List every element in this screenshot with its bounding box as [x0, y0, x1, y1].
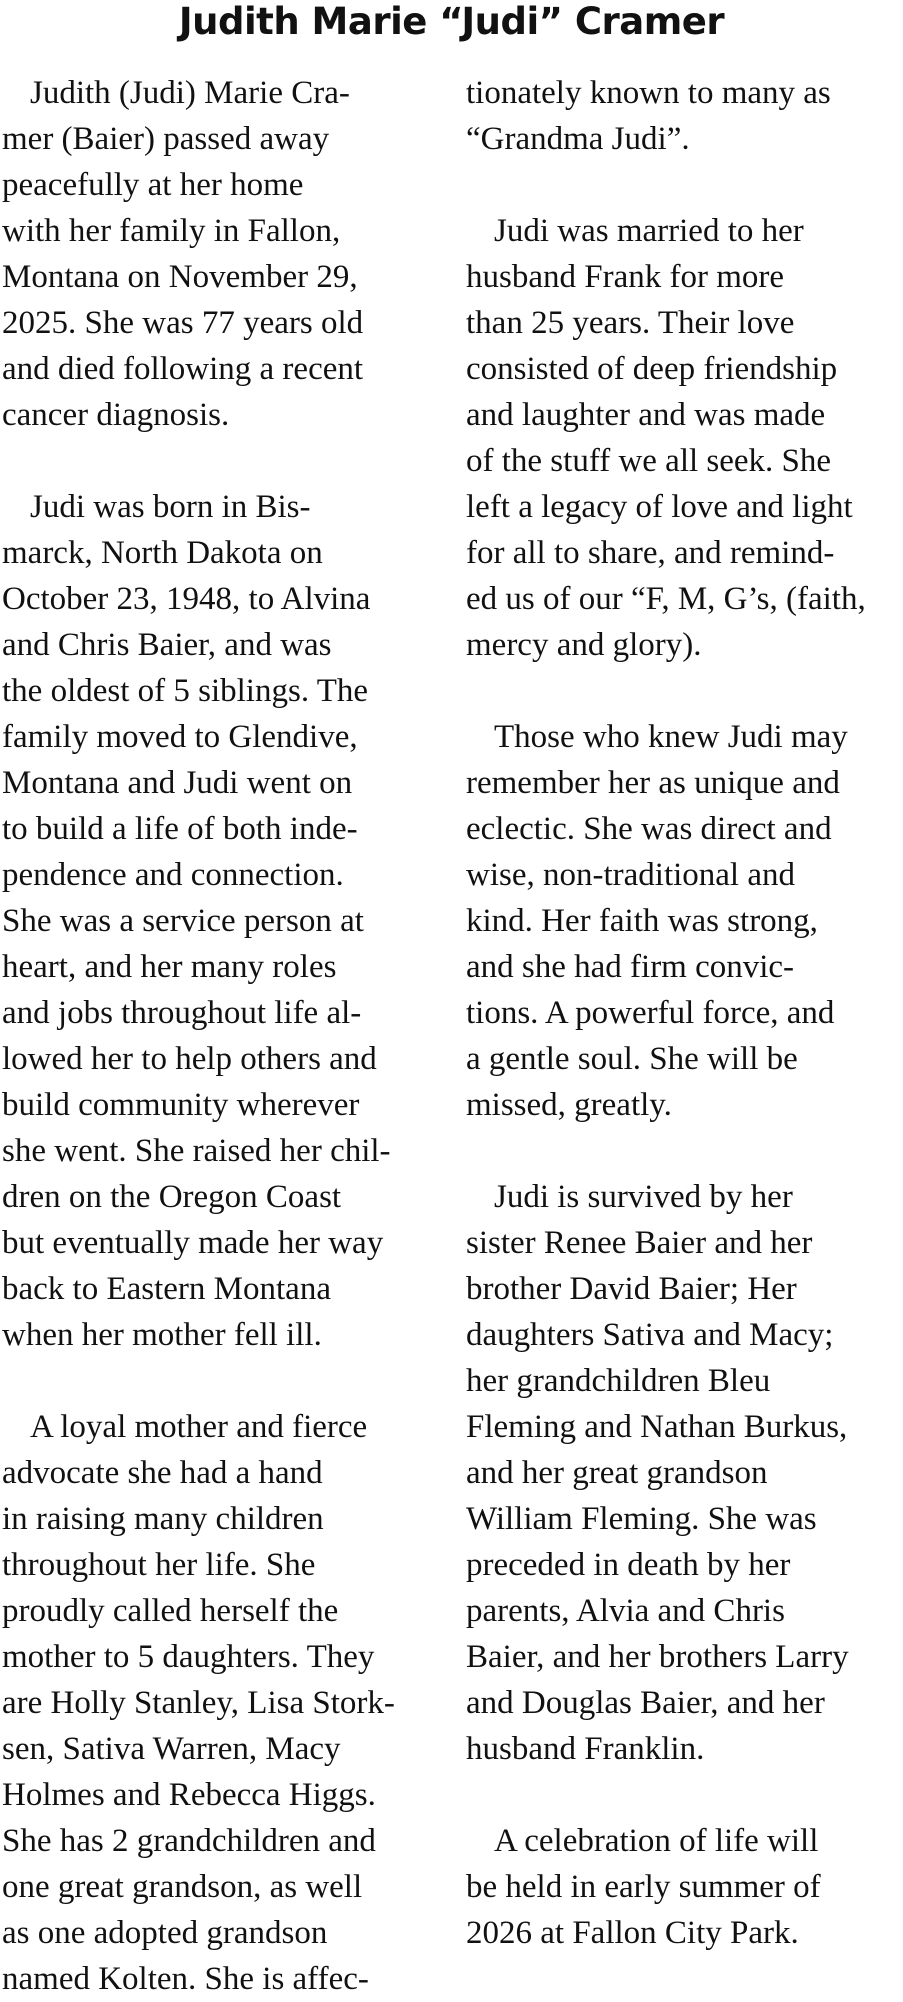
paragraph	[466, 70, 903, 162]
text-line: and jobs throughout life al-	[2, 995, 362, 1031]
text-line: back to Eastern Montana	[2, 1271, 331, 1307]
text-line: are Holly Stanley, Lisa Stork-	[2, 1685, 395, 1721]
text-line: 2025. She was 77 years old	[2, 305, 364, 341]
text-line: A loyal mother and fierce	[30, 1409, 368, 1445]
paragraph	[466, 1174, 903, 1772]
text-line: missed, greatly.	[466, 1087, 672, 1123]
text-line: as one adopted grandson	[2, 1915, 328, 1951]
text-line: ed us of our “F, M, G’s, (faith,	[466, 581, 866, 617]
paragraph	[466, 1818, 903, 1956]
paragraph	[466, 714, 903, 1128]
text-line: and Douglas Baier, and her	[466, 1685, 825, 1721]
text-line: of the stuff we all seek. She	[466, 443, 832, 479]
text-line: with her family in Fallon,	[2, 213, 341, 249]
text-line: and her great grandson	[466, 1455, 768, 1491]
text-line: the oldest of 5 siblings. The	[2, 673, 369, 709]
left-column	[2, 70, 434, 2002]
text-line: husband Frank for more	[466, 259, 785, 295]
text-line: heart, and her many roles	[2, 949, 337, 985]
text-line: brother David Baier; Her	[466, 1271, 797, 1307]
text-line: “Grandma Judi”.	[466, 121, 690, 157]
text-line: throughout her life. She	[2, 1547, 316, 1583]
text-line: a gentle soul. She will be	[466, 1041, 798, 1077]
paragraph-gap	[466, 162, 903, 208]
text-line: and she had firm convic-	[466, 949, 795, 985]
text-line: lowed her to help others and	[2, 1041, 377, 1077]
text-line: peacefully at her home	[2, 167, 304, 203]
text-line: for all to share, and remind-	[466, 535, 835, 571]
paragraph	[2, 1404, 434, 2002]
text-line: Fleming and Nathan Burkus,	[466, 1409, 848, 1445]
text-line: Montana and Judi went on	[2, 765, 353, 801]
text-line: dren on the Oregon Coast	[2, 1179, 342, 1215]
text-line: Those who knew Judi may	[494, 719, 848, 755]
text-line: Montana on November 29,	[2, 259, 358, 295]
text-line: preceded in death by her	[466, 1547, 791, 1583]
text-line: wise, non-traditional and	[466, 857, 796, 893]
paragraph	[2, 484, 434, 1358]
text-line: She has 2 grandchildren and	[2, 1823, 376, 1859]
text-line: left a legacy of love and light	[466, 489, 853, 525]
paragraph-gap	[2, 1358, 434, 1404]
text-line: when her mother fell ill.	[2, 1317, 322, 1353]
text-line: she went. She raised her chil-	[2, 1133, 391, 1169]
paragraph	[466, 208, 903, 668]
text-line: tionately known to many as	[466, 75, 831, 111]
text-line: eclectic. She was direct and	[466, 811, 832, 847]
text-line: be held in early summer of	[466, 1869, 821, 1905]
text-line: and laughter and was made	[466, 397, 826, 433]
text-line: October 23, 1948, to Alvina	[2, 581, 371, 617]
text-line: Judith (Judi) Marie Cra-	[30, 75, 350, 111]
text-line: daughters Sativa and Macy;	[466, 1317, 834, 1353]
text-line: one great grandson, as well	[2, 1869, 363, 1905]
text-line: and died following a recent	[2, 351, 364, 387]
text-line: tions. A powerful force, and	[466, 995, 835, 1031]
text-line: A celebration of life will	[494, 1823, 819, 1859]
text-line: remember her as unique and	[466, 765, 840, 801]
obituary-title: Judith Marie “Judi” Cramer	[178, 0, 725, 43]
text-line: than 25 years. Their love	[466, 305, 795, 341]
text-line: She was a service person at	[2, 903, 364, 939]
right-column	[466, 70, 903, 1956]
paragraph-gap	[466, 1128, 903, 1174]
paragraph-gap	[2, 438, 434, 484]
text-line: build community wherever	[2, 1087, 360, 1123]
text-line: named Kolten. She is affec-	[2, 1961, 369, 1997]
text-line: Baier, and her brothers Larry	[466, 1639, 849, 1675]
text-line: Holmes and Rebecca Higgs.	[2, 1777, 376, 1813]
text-line: 2026 at Fallon City Park.	[466, 1915, 799, 1951]
paragraph-gap	[466, 668, 903, 714]
text-line: and Chris Baier, and was	[2, 627, 332, 663]
text-line: consisted of deep friendship	[466, 351, 838, 387]
text-line: William Fleming. She was	[466, 1501, 817, 1537]
text-line: pendence and connection.	[2, 857, 344, 893]
text-line: in raising many children	[2, 1501, 324, 1537]
text-line: cancer diagnosis.	[2, 397, 230, 433]
paragraph-gap	[466, 1772, 903, 1818]
text-line: mother to 5 daughters. They	[2, 1639, 375, 1675]
text-line: her grandchildren Bleu	[466, 1363, 771, 1399]
text-line: sen, Sativa Warren, Macy	[2, 1731, 341, 1767]
text-line: parents, Alvia and Chris	[466, 1593, 785, 1629]
text-line: Judi was married to her	[494, 213, 804, 249]
text-line: Judi was born in Bis-	[30, 489, 311, 525]
text-line: to build a life of both inde-	[2, 811, 358, 847]
text-line: sister Renee Baier and her	[466, 1225, 813, 1261]
text-line: marck, North Dakota on	[2, 535, 323, 571]
text-line: advocate she had a hand	[2, 1455, 323, 1491]
text-line: kind. Her faith was strong,	[466, 903, 818, 939]
text-line: Judi is survived by her	[494, 1179, 793, 1215]
text-line: proudly called herself the	[2, 1593, 339, 1629]
paragraph	[2, 70, 434, 438]
text-line: but eventually made her way	[2, 1225, 384, 1261]
text-line: mercy and glory).	[466, 627, 702, 663]
text-line: husband Franklin.	[466, 1731, 705, 1767]
text-line: mer (Baier) passed away	[2, 121, 330, 157]
text-line: family moved to Glendive,	[2, 719, 358, 755]
